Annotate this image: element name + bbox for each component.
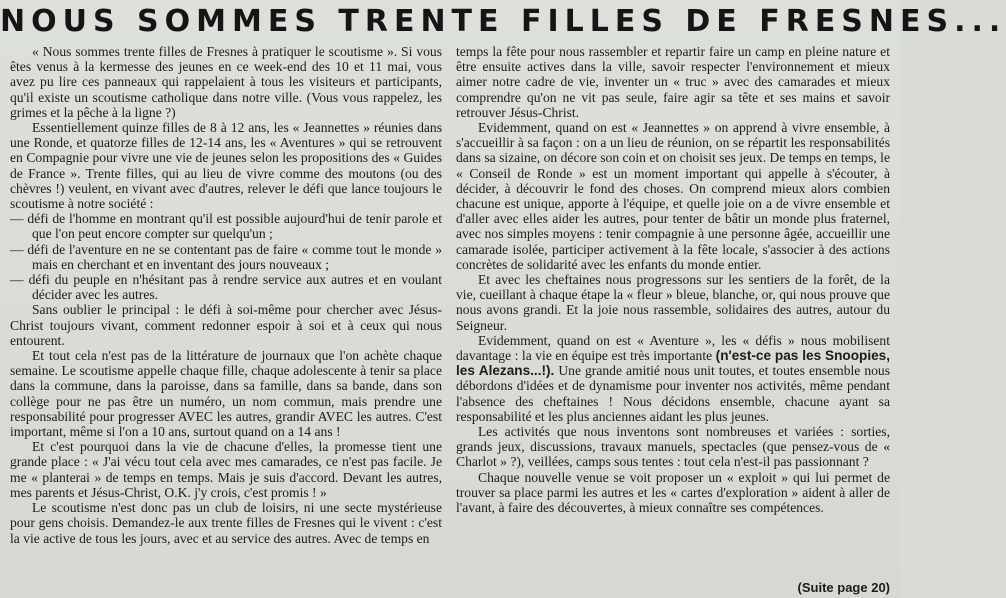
left-column (10, 44, 442, 596)
right-column (456, 44, 890, 596)
paragraph: Chaque nouvelle venue se voit proposer un « exploit » qui lui permet de trouver sa place parmi les autres et les « cartes d'exploration » aident à aller de l'avant, à faire des découvertes, à mieux connaître ses compétences. (456, 469, 890, 516)
paragraph: Sans oublier le principal : le défi à soi-même pour chercher avec Jésus-Christ toujours vivant, comment redonner espoir à soi et à ceux qui nous entourent. (10, 302, 442, 348)
continued-note: (Suite page 20) (797, 580, 890, 595)
paragraph: Et avec les cheftaines nous progressons sur les sentiers de la forêt, de la vie, cueillant à chaque étape la « fleur » bleue, blanche, or, qui nous prouve que nous avons grandi. Et la joie nous rassemble, solidaires des autres, autour du Seigneur. (456, 272, 890, 333)
list-item: — défi de l'homme en montrant qu'il est possible aujourd'hui de tenir parole et que l'on peut encore compter sur quelqu'un ; (10, 211, 442, 242)
paragraph: « Nous sommes trente filles de Fresnes à pratiquer le scoutisme ». Si vous êtes venus à la kermesse des jeunes en ce week-end des 10 et 11 mai, vous avez pu lire ces panneaux qui rappelaient à tous les visiteurs et participants, qu'il existe un scoutisme catholique dans notre ville. (Vous vous rappelez, les grimes et la pêche à la ligne ?) (10, 44, 442, 120)
list-item: — défi du peuple en n'hésitant pas à rendre service aux autres et en voulant décider avec les autres. (10, 272, 442, 303)
list-item: — défi de l'aventure en ne se contentant pas de faire « comme tout le monde » mais en cherchant et en inventant des jours nouveaux ; (10, 241, 442, 272)
paragraph: Evidemment, quand on est « Jeannettes » on apprend à vivre ensemble, à s'accueillir à sa façon : on a un lieu de réunion, on se répartit les responsabilités dans sa sizaine, on décore son coin et on choisit ses jeux. De temps en temps, le « Conseil de Ronde » est un moment important qui appelle à s'écouter, à décider, à découvrir le fond des choses. On comprend mieux alors combien chacune est unique, apporte à l'équipe, et quelle joie on a de vivre ensemble et d'aller avec elles aider les autres, pour tenter de bâtir un monde plus fraternel, avec nos simples moyens : tenir compagnie à une personne âgée, accueillir une camarade isolée, participer activement à la fête locale, s'associer à des actions concrètes de solidarité avec les enfants du monde entier. (456, 120, 890, 272)
paragraph: Et tout cela n'est pas de la littérature de journaux que l'on achète chaque semaine. Le scoutisme appelle chaque fille, chaque adolescente à tenir sa place dans la commune, dans la paroisse, dans sa famille, dans sa bande, dans son collège pour ne pas être un numéro, un nom commun, mais prendre une responsabilité pour progresser AVEC les autres, grandir AVEC les autres. C'est important, même si l'on a 10 ans, surtout quand on a 14 ans ! (10, 348, 442, 440)
paragraph-text: Une grande amitié nous unit toutes, et toutes ensemble nous débordons d'idées et de dynamisme pour inventer nos activités, même pendant l'absence des cheftaines ! Nous décidons ensemble, chacune ayant sa responsabilité et les plus anciennes aidant les plus jeunes. (456, 363, 890, 424)
paragraph: temps la fête pour nous rassembler et repartir faire un camp en pleine nature et être ensuite actives dans la ville, savoir respecter l'environnement et mieux aimer notre cadre de vie, inventer un « truc » avec des camarades et mieux comprendre qu'on ne vit pas seule, faire agir sa tête et ses mains et savoir retrouver Jésus-Christ. (456, 44, 890, 120)
bold-aside: (n'est-ce pas les Snoopies, les Alezans...!). (456, 348, 890, 379)
paragraph: Essentiellement quinze filles de 8 à 12 ans, les « Jeannettes » réunies dans une Ronde, et quatorze filles de 12-14 ans, les « Aventures » qui se retrouvent en Compagnie pour vivre une vie de jeunes selon les propositions des « Guides de France ». Trente filles, qui au lieu de vivre comme des moutons (ou des chèvres !) veulent, en vivant avec d'autres, relever le défi que lance toujours le scoutisme à notre société : (10, 120, 442, 212)
paragraph: Les activités que nous inventons sont nombreuses et variées : sorties, grands jeux, discussions, travaux manuels, spectacles (que pensez-vous de « Charlot » ?), veillées, camps sous tentes : tout cela n'est-il pas passionnant ? (456, 424, 890, 470)
paragraph (456, 333, 890, 424)
paragraph-text: Evidemment, quand on est « Aventure », les « défis » nous mobilisent davantage : la vie en équipe est très importante (456, 332, 890, 364)
paragraph: Le scoutisme n'est donc pas un club de loisirs, ni une secte mystérieuse pour gens choisis. Demandez-le aux trente filles de Fresnes qui le vivent : c'est la vie active de tous les jours, avec et au service des autres. Avec de temps en (10, 500, 442, 546)
article-headline: NOUS SOMMES TRENTE FILLES DE FRESNES... (0, 4, 1006, 39)
paragraph: Et c'est pourquoi dans la vie de chacune d'elles, la promesse tient une grande place : « J'ai vécu tout cela avec mes camarades, ce n'est pas facile. Je me « planterai » de temps en temps. Mais je suis d'accord. Devant les autres, mes parents et Jésus-Christ, O.K. j'y crois, c'est promis ! » (10, 439, 442, 500)
